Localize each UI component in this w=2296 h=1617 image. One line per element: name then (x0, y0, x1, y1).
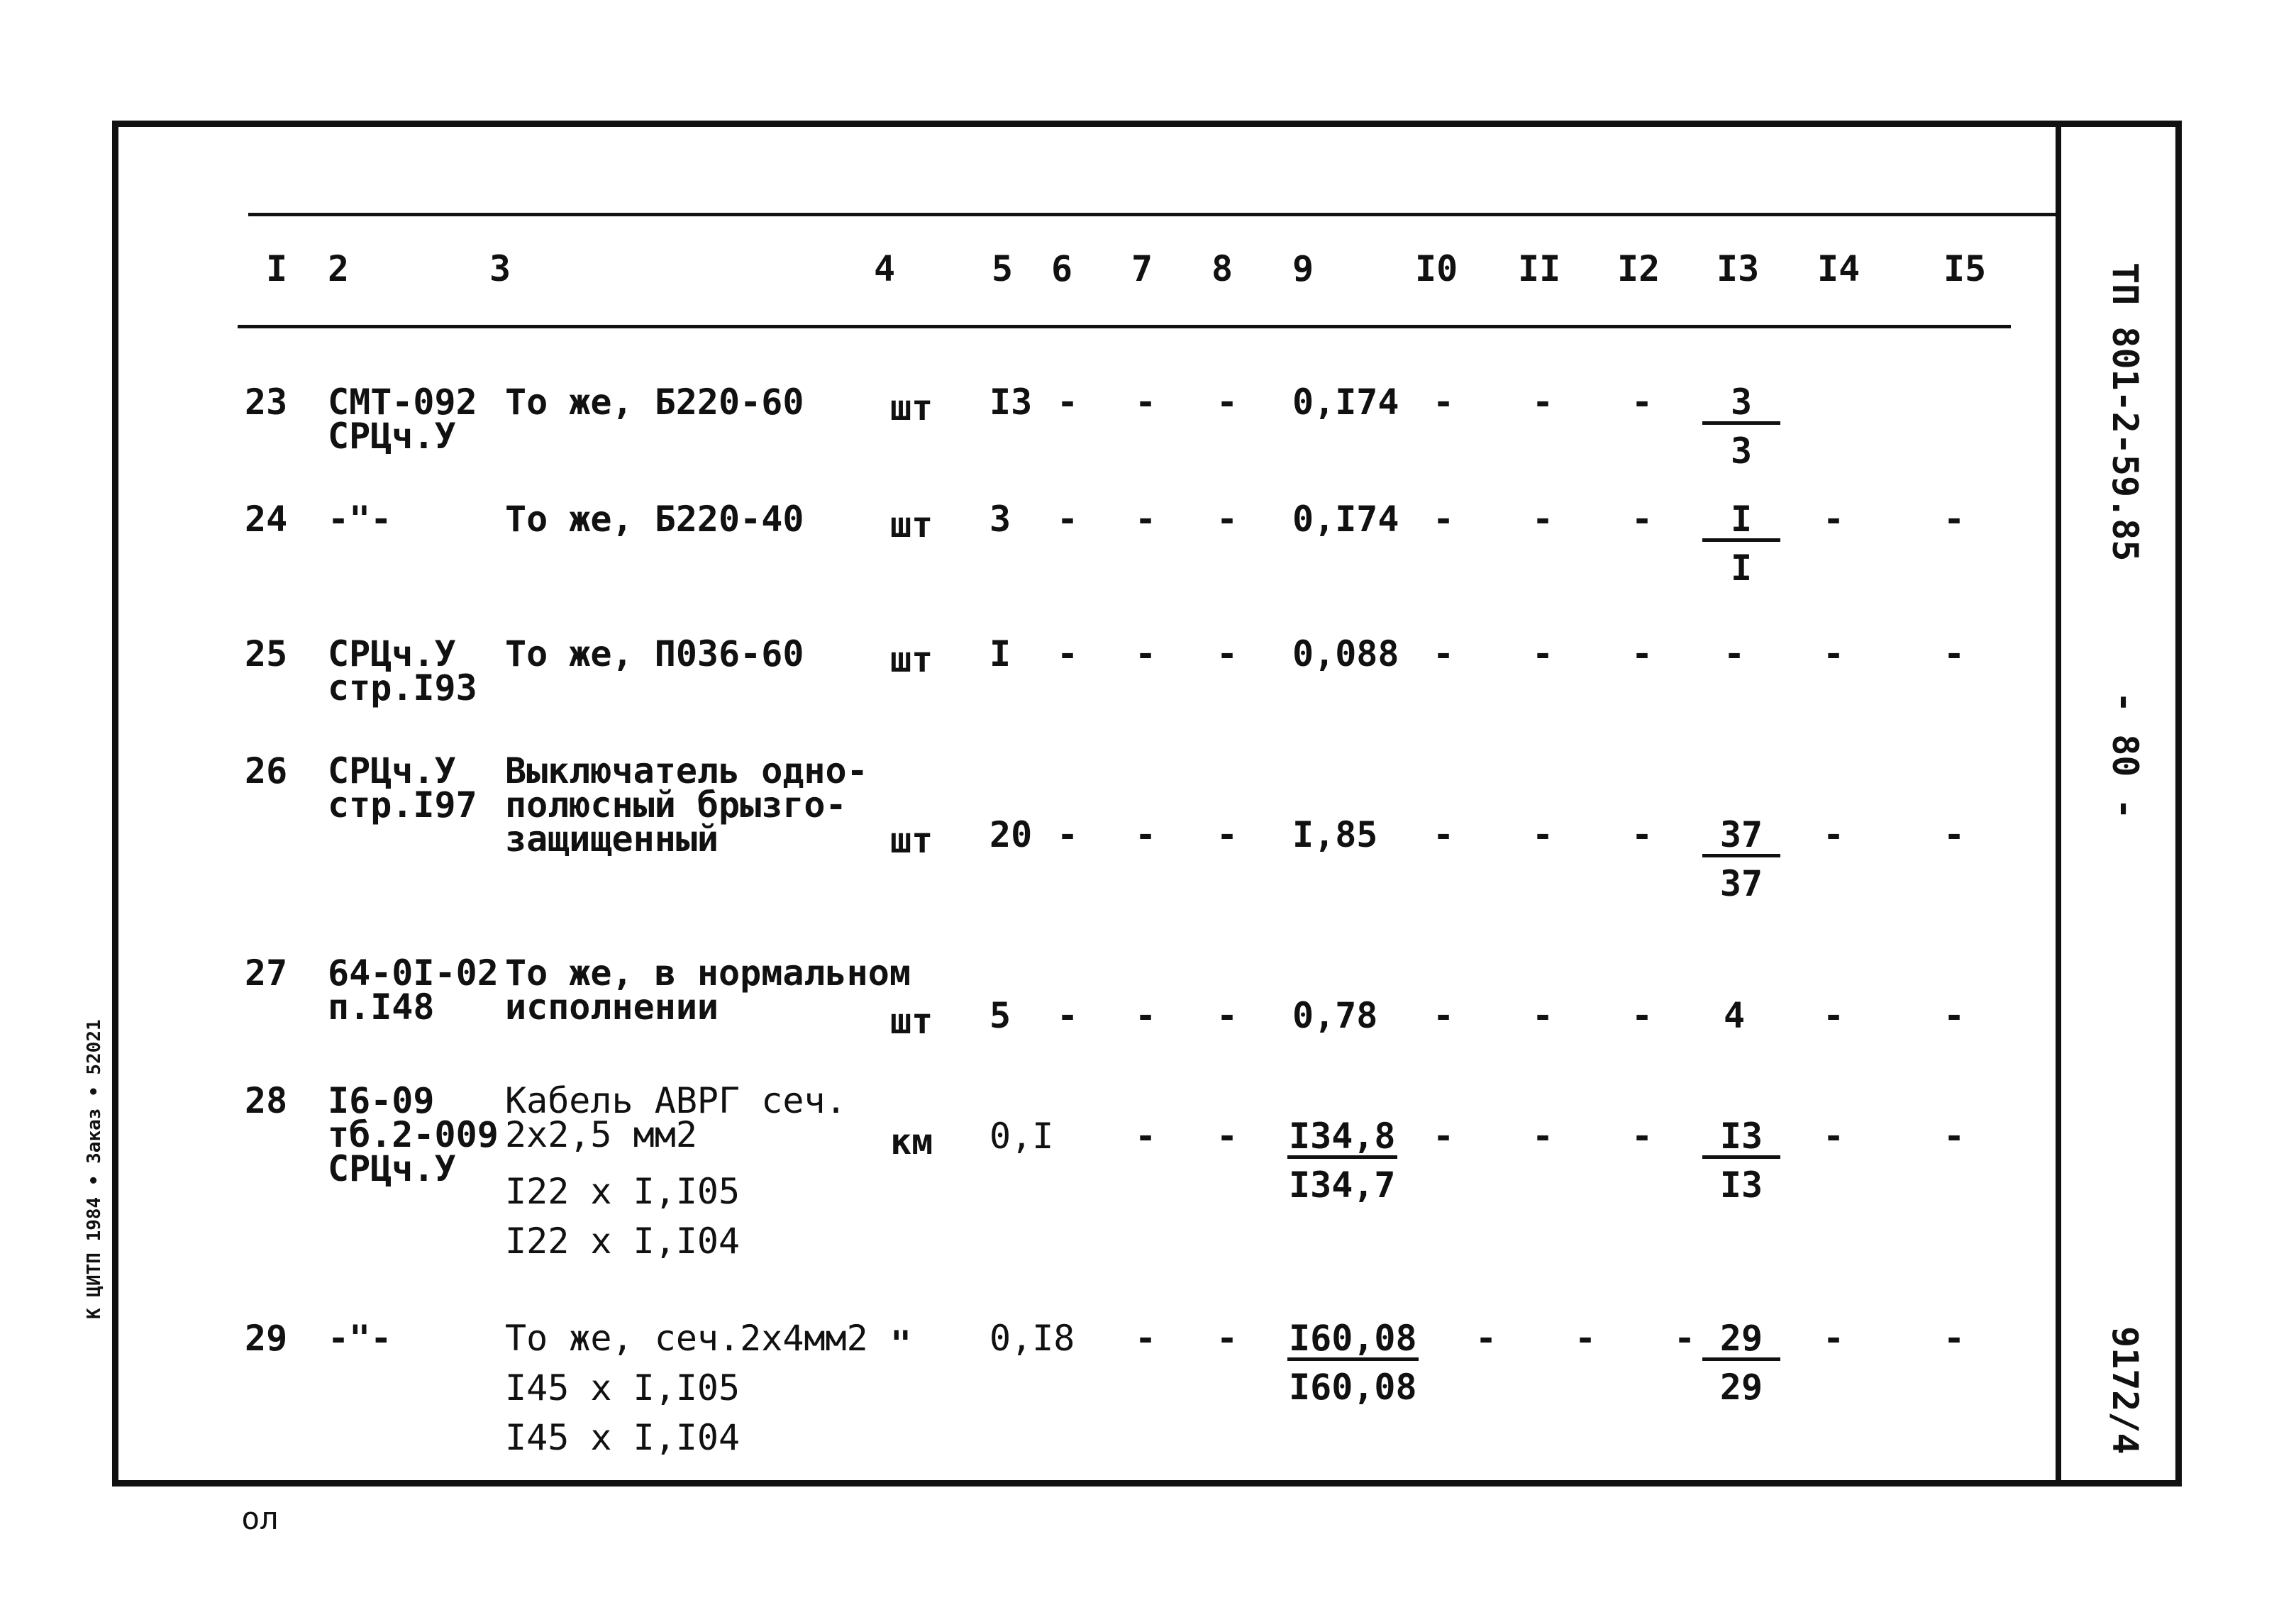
row-quantity: 5 (989, 995, 1011, 1036)
row-number: 27 (245, 952, 288, 994)
row-c14: - (1823, 1318, 1845, 1359)
row-c8: - (1216, 1116, 1238, 1157)
row-c10: - (1433, 1116, 1455, 1157)
row-reference: стр.I93 (328, 667, 477, 709)
row-total-fraction (1702, 1117, 1780, 1204)
row-description: 2х2,5 мм2 (505, 1114, 697, 1155)
header-col-1: I (266, 248, 288, 289)
row-total-fraction-denominator: 37 (1719, 863, 1763, 904)
row-total-fraction-denominator: 29 (1719, 1367, 1763, 1408)
row-c8: - (1216, 814, 1238, 855)
row-description: полюсный брызго- (505, 784, 847, 826)
row-total-fraction (1702, 500, 1780, 587)
row-unit: шт (890, 639, 933, 680)
row-number: 26 (245, 750, 288, 791)
row-description: То же, П036-60 (505, 633, 804, 674)
row-c10: - (1475, 1318, 1497, 1359)
row-total: 4 (1724, 995, 1746, 1036)
row-quantity: 0,I8 (989, 1318, 1075, 1359)
header-col-9: 9 (1292, 248, 1314, 289)
header-col-6: 6 (1051, 248, 1073, 289)
row-description: исполнении (505, 987, 719, 1028)
row-unit: шт (890, 387, 933, 428)
row-c7: - (1135, 382, 1157, 423)
row-c11: - (1532, 633, 1554, 674)
row-c8: - (1216, 995, 1238, 1036)
row-c7: - (1135, 1116, 1157, 1157)
row-total-fraction (1702, 816, 1780, 903)
row-c11: - (1532, 1116, 1554, 1157)
row-c12: - (1631, 995, 1653, 1036)
print-imprint: К ЦИТП 1984 • Заказ • 52021 (84, 1019, 105, 1319)
row-c7: - (1135, 814, 1157, 855)
header-col-10: I0 (1415, 248, 1458, 289)
row-unit: шт (890, 1001, 933, 1042)
row-reference: тб.2-009 (328, 1114, 499, 1155)
header-top-rule (248, 213, 2007, 216)
row-price-fraction-numerator: I60,08 (1287, 1319, 1419, 1361)
row-number: 25 (245, 633, 288, 674)
header-top-rule-right (1756, 213, 2061, 216)
row-unit: км (890, 1121, 933, 1162)
header-col-14: I4 (1817, 248, 1860, 289)
row-c8: - (1216, 1318, 1238, 1359)
row-reference: СМТ-092 (328, 382, 477, 423)
header-col-12: I2 (1617, 248, 1660, 289)
row-c6: - (1057, 995, 1079, 1036)
row-number: 28 (245, 1080, 288, 1121)
row-total-fraction-denominator: I3 (1719, 1165, 1763, 1206)
header-col-7: 7 (1131, 248, 1153, 289)
header-col-2: 2 (328, 248, 350, 289)
row-unit: шт (890, 504, 933, 545)
row-c15: - (1943, 995, 1965, 1036)
row-total-fraction-numerator: I3 (1702, 1117, 1780, 1159)
row-c10: - (1433, 499, 1455, 540)
header-bottom-rule (238, 325, 2011, 328)
row-reference: -"- (328, 1318, 392, 1359)
row-c12: - (1631, 1116, 1653, 1157)
row-c10: - (1433, 995, 1455, 1036)
row-description: I22 х I,I04 (505, 1221, 741, 1262)
row-description: I45 х I,I05 (505, 1367, 741, 1408)
row-c10: - (1433, 814, 1455, 855)
row-description: I22 х I,I05 (505, 1171, 741, 1212)
document-code: ТП 801-2-59.85 (2104, 262, 2146, 562)
row-c15: - (1943, 1318, 1965, 1359)
row-c12: - (1631, 499, 1653, 540)
row-description: То же, Б220-40 (505, 499, 804, 540)
header-col-4: 4 (874, 248, 896, 289)
row-total-fraction-numerator: 37 (1702, 816, 1780, 857)
row-description: То же, сеч.2х4мм2 (505, 1318, 868, 1359)
row-c11: - (1532, 499, 1554, 540)
row-price: 0,I74 (1292, 499, 1399, 540)
row-total-fraction-numerator: I (1702, 500, 1780, 542)
row-c7: - (1135, 995, 1157, 1036)
row-total: - (1724, 633, 1746, 674)
row-description: Выключатель одно- (505, 750, 868, 791)
row-description: I45 х I,I04 (505, 1417, 741, 1458)
row-c10: - (1433, 633, 1455, 674)
row-c6: - (1057, 382, 1079, 423)
row-c12: - (1631, 814, 1653, 855)
row-reference: п.I48 (328, 987, 435, 1028)
row-c6: - (1057, 814, 1079, 855)
row-reference: -"- (328, 499, 392, 540)
row-total-fraction (1702, 383, 1780, 470)
row-c15: - (1943, 499, 1965, 540)
row-price: I,85 (1292, 814, 1378, 855)
row-total-fraction (1702, 1319, 1780, 1406)
row-c12: - (1631, 382, 1653, 423)
row-c6: - (1057, 633, 1079, 674)
row-description: То же, в нормальном (505, 952, 911, 994)
row-c7: - (1135, 633, 1157, 674)
row-c7: - (1135, 1318, 1157, 1359)
header-col-11: II (1518, 248, 1561, 289)
row-c11: - (1532, 995, 1554, 1036)
row-c14: - (1823, 995, 1845, 1036)
row-reference: СРЦч.У (328, 633, 456, 674)
row-reference: I6-09 (328, 1080, 435, 1121)
row-price-fraction-denominator: I60,08 (1289, 1367, 1417, 1408)
header-col-13: I3 (1717, 248, 1760, 289)
row-unit: " (890, 1323, 912, 1365)
row-reference: 64-0I-02 (328, 952, 499, 994)
row-c11: - (1532, 382, 1554, 423)
row-reference: СРЦч.У (328, 1148, 456, 1189)
row-total-fraction-numerator: 3 (1702, 383, 1780, 425)
row-c11: - (1532, 814, 1554, 855)
row-c10: - (1433, 382, 1455, 423)
row-total-fraction-numerator: 29 (1702, 1319, 1780, 1361)
row-quantity: 3 (989, 499, 1011, 540)
row-c15: - (1943, 1116, 1965, 1157)
row-price-fraction-denominator: I34,7 (1289, 1165, 1396, 1206)
row-c15: - (1943, 814, 1965, 855)
row-c14: - (1823, 1116, 1845, 1157)
row-c12: - (1631, 633, 1653, 674)
row-c14: - (1823, 814, 1845, 855)
row-c15: - (1943, 633, 1965, 674)
row-number: 23 (245, 382, 288, 423)
header-col-15: I5 (1943, 248, 1987, 289)
row-c14: - (1823, 633, 1845, 674)
row-quantity: I (989, 633, 1011, 674)
row-c11: - (1575, 1318, 1597, 1359)
order-number: 9172/4 (2104, 1326, 2146, 1455)
row-c7: - (1135, 499, 1157, 540)
row-c6: - (1057, 499, 1079, 540)
row-reference: СРЦч.У (328, 416, 456, 457)
row-quantity: 20 (989, 814, 1033, 855)
row-reference: стр.I97 (328, 784, 477, 826)
row-total-fraction-denominator: I (1730, 548, 1753, 589)
row-quantity: I3 (989, 382, 1033, 423)
header-col-3: 3 (489, 248, 511, 289)
row-price: 0,78 (1292, 995, 1378, 1036)
header-col-8: 8 (1211, 248, 1233, 289)
row-unit: шт (890, 820, 933, 861)
row-c12: - (1674, 1318, 1696, 1359)
row-c8: - (1216, 382, 1238, 423)
stamp-column-divider (2056, 126, 2061, 1481)
page-number: - 80 - (2104, 691, 2146, 820)
row-number: 24 (245, 499, 288, 540)
row-total-fraction-denominator: 3 (1730, 430, 1753, 472)
row-price: 0,I74 (1292, 382, 1399, 423)
row-number: 29 (245, 1318, 288, 1359)
row-price-fraction (1287, 1117, 1397, 1204)
row-price-fraction (1287, 1319, 1419, 1406)
row-description: Кабель АВРГ сеч. (505, 1080, 847, 1121)
header-col-5: 5 (992, 248, 1014, 289)
row-quantity: 0,I (989, 1116, 1054, 1157)
row-c8: - (1216, 633, 1238, 674)
row-c14: - (1823, 499, 1845, 540)
row-description: То же, Б220-60 (505, 382, 804, 423)
row-reference: СРЦч.У (328, 750, 456, 791)
footer-mark: ол (241, 1501, 279, 1537)
row-price-fraction-numerator: I34,8 (1287, 1117, 1397, 1159)
row-description: защищенный (505, 818, 719, 860)
row-c8: - (1216, 499, 1238, 540)
row-price: 0,088 (1292, 633, 1399, 674)
